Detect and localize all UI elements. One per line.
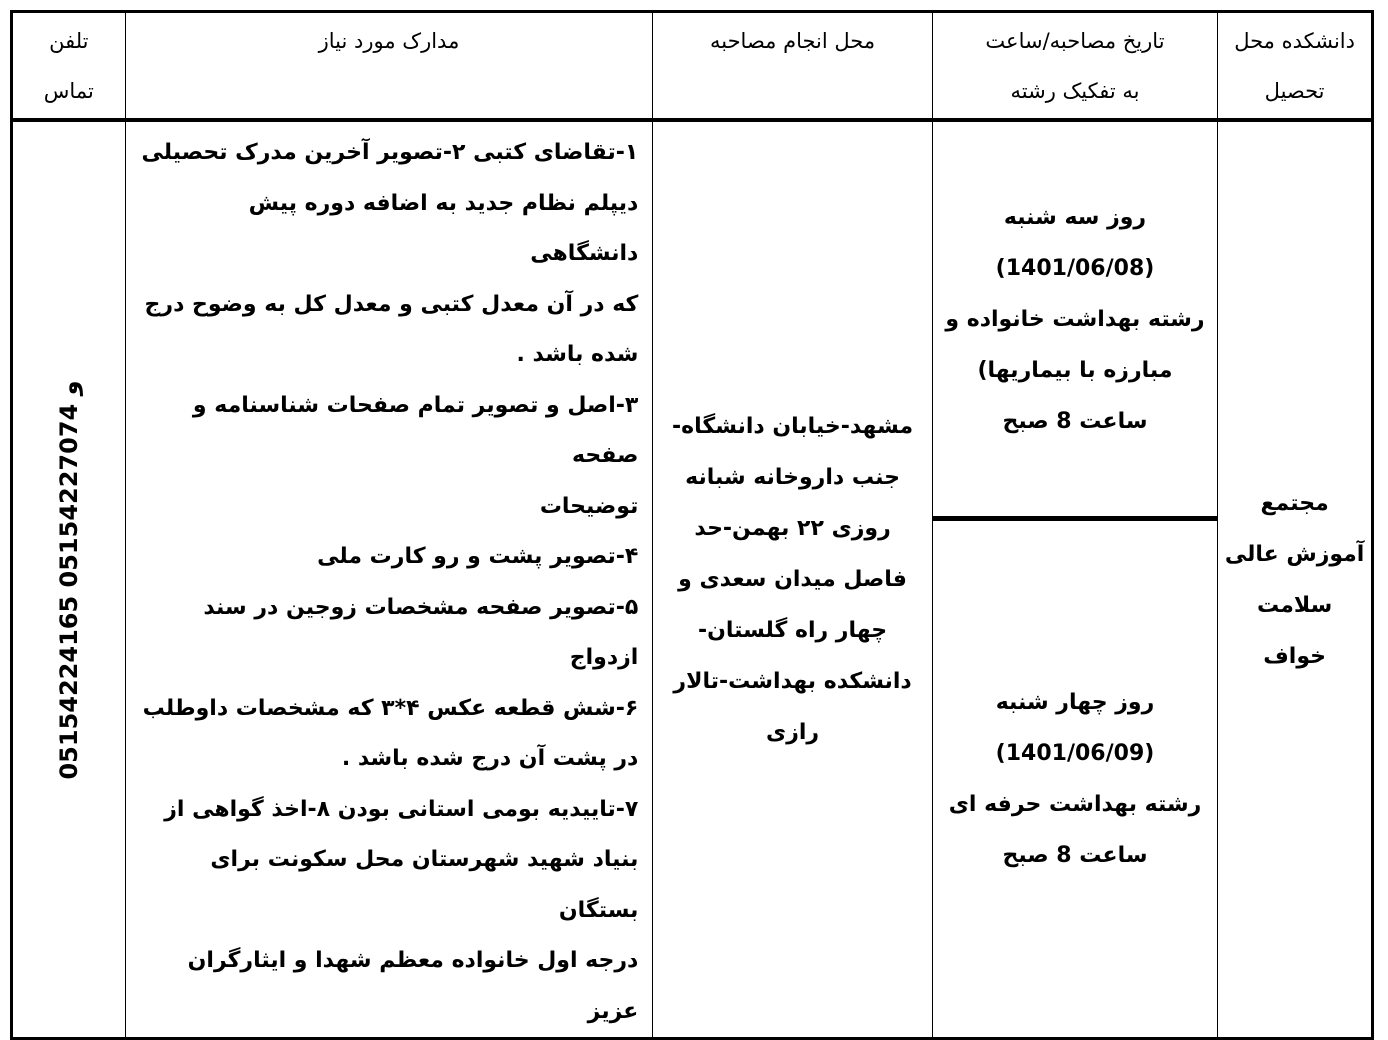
place-line: جنب داروخانه شبانه xyxy=(685,465,900,490)
header-place xyxy=(653,12,932,121)
place-line: چهار راه گلستان- xyxy=(697,618,888,643)
header-college xyxy=(1218,12,1373,121)
interview-day: روز چهار شنبه xyxy=(995,690,1155,715)
header-phone-line1: تلفن xyxy=(49,29,89,53)
header-date xyxy=(932,12,1217,121)
document-line: درجه اول خانواده معظم شهدا و ایثارگران عزیز xyxy=(187,948,639,1024)
document-line: دیپلم نظام جدید به اضافه دوره پیش دانشگاهی xyxy=(248,190,639,266)
place-line: مشهد-خیابان دانشگاه- xyxy=(672,414,914,439)
header-docs-line1: مدارک مورد نیاز xyxy=(318,29,460,53)
header-date-line1: تاریخ مصاحبه/ساعت xyxy=(985,29,1165,53)
college-line: سلامت xyxy=(1256,592,1333,618)
interview-field: مبارزه با بیماریها) xyxy=(977,357,1173,383)
college-line: مجتمع xyxy=(1260,490,1329,516)
phone-cell xyxy=(12,120,126,1039)
college-line: خواف xyxy=(1263,643,1326,669)
required-documents-cell xyxy=(125,120,653,1039)
phone-numbers: 05154224165 و 05154227074 xyxy=(54,379,83,780)
interview-field: رشته بهداشت خانواده و xyxy=(945,306,1205,332)
interview-date-cell-1 xyxy=(932,120,1217,519)
document-line: ۱-تقاضای کتبی ۲-تصویر آخرین مدرک تحصیلی xyxy=(141,140,639,165)
document-line: ۴-تصویر پشت و رو کارت ملی xyxy=(317,544,639,569)
header-docs xyxy=(125,12,653,121)
document-line: ۷-تاییدیه بومی استانی بودن ۸-اخذ گواهی از xyxy=(164,796,639,822)
document-line: که در آن معدل کتبی و معدل کل به وضوح درج xyxy=(144,291,639,317)
interview-date: (1401/06/08) xyxy=(995,255,1155,281)
document-line: ۵-تصویر صفحه مشخصات زوجین در سند ازدواج xyxy=(203,594,639,670)
interview-date: (1401/06/09) xyxy=(995,741,1155,766)
interview-time: ساعت 8 صبح xyxy=(1002,408,1148,434)
college-cell xyxy=(1218,120,1373,1039)
interview-date-cell-2 xyxy=(932,519,1217,1039)
interview-table xyxy=(10,10,1374,1040)
document-line: در پشت آن درج شده باشد . xyxy=(341,746,639,771)
header-phone-line2: تماس xyxy=(43,79,94,103)
place-line: فاصل میدان سعدی و xyxy=(678,567,907,592)
document-line: توضیحات xyxy=(539,493,639,519)
interview-day: روز سه شنبه xyxy=(1003,204,1147,230)
interview-info-page xyxy=(10,10,1374,1024)
interview-place-cell xyxy=(653,120,932,1039)
document-line: ۳-اصل و تصویر تمام صفحات شناسنامه و صفحه xyxy=(192,392,639,468)
place-line: روزی ۲۲ بهمن-حد xyxy=(694,516,891,541)
place-line: رازی xyxy=(766,720,820,745)
document-line: شده باشد . xyxy=(516,342,639,367)
header-date-line2: به تفکیک رشته xyxy=(1010,79,1140,103)
document-line: بنیاد شهید شهرستان محل سکونت برای بستگان xyxy=(210,847,639,923)
header-place-line1: محل انجام مصاحبه xyxy=(709,29,876,53)
college-line: آموزش عالی xyxy=(1224,541,1365,567)
header-college-line1: دانشکده محل xyxy=(1234,29,1355,53)
table-header-row xyxy=(12,12,1373,121)
header-college-line2: تحصیل xyxy=(1264,79,1325,103)
table-row xyxy=(12,120,1373,519)
place-line: دانشکده بهداشت-تالار xyxy=(673,669,912,694)
interview-time: ساعت 8 صبح xyxy=(1002,843,1148,868)
header-phone xyxy=(12,12,126,121)
interview-field: رشته بهداشت حرفه ای xyxy=(948,792,1202,817)
document-line: ۶-شش قطعه عکس ۴*۳ که مشخصات داوطلب xyxy=(142,695,639,721)
